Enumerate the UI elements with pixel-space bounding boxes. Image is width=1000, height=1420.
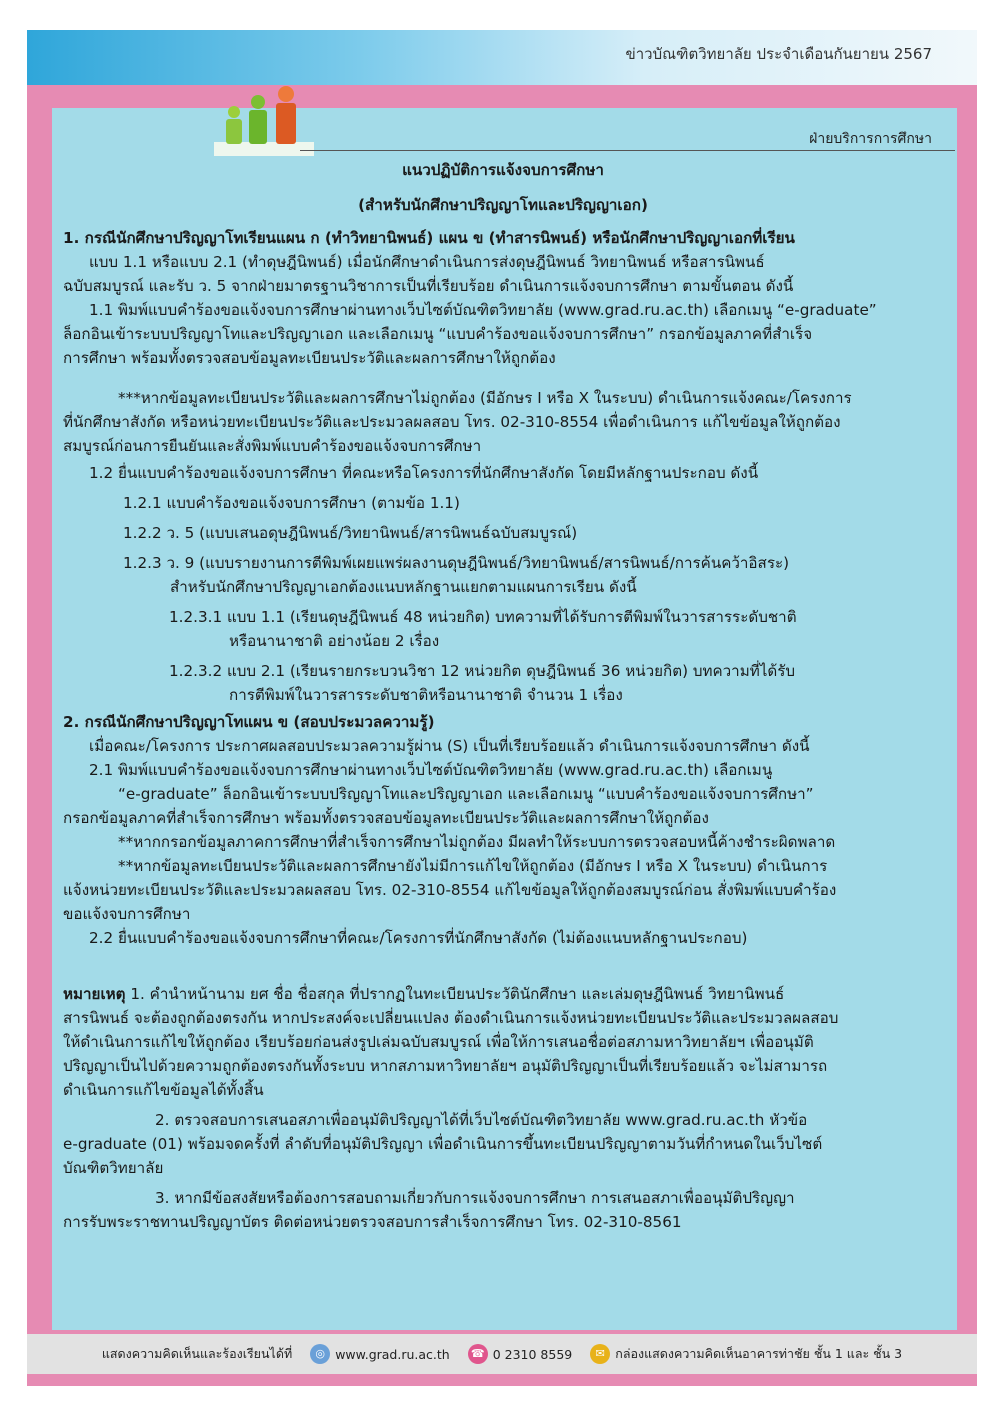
remark-1-text: 1. คำนำหน้านาม ยศ ชื่อ ชื่อสกุล ที่ปรากฏในทะเบียนประวัตินักศึกษา และเล่มดุษฎีนิพนธ์ วิทยานิพนธ์	[125, 985, 785, 1003]
section-2-heading: 2. กรณีนักศึกษาปริญญาโทแผน ข (สอบประมวลความรู้)	[63, 713, 435, 731]
note-2-1: **หากข้อมูลทะเบียนประวัติและผลการศึกษายังไม่มีการแก้ไขให้ถูกต้อง (มีอักษร I หรือ X ในระบบ) ดำเนินการ	[118, 857, 828, 875]
remark-1: ให้ดำเนินการแก้ไขให้ถูกต้อง เรียบร้อยก่อนส่งรูปเล่มฉบับสมบูรณ์ เพื่อให้การเสนอชื่อต่อสภามหาวิทยาลัยฯ เพื่ออนุมัติ	[63, 1033, 814, 1051]
step-1-1: 1.1 พิมพ์แบบคำร้องขอแจ้งจบการศึกษาผ่านทางเว็บไซต์บัณฑิตวิทยาลัย (www.grad.ru.ac.th) เลือกเมนู “e-graduate”	[89, 301, 877, 319]
note-2-1: ขอแจ้งจบการศึกษา	[63, 905, 191, 923]
globe-icon: ◎	[310, 1344, 330, 1364]
step-2-1: “e-graduate” ล็อกอินเข้าระบบปริญญาโทและปริญญาเอก และเลือกเมนู “แบบคำร้องขอแจ้งจบการศึกษา”	[118, 785, 814, 803]
section-1-intro: แบบ 1.1 หรือแบบ 2.1 (ทำดุษฎีนิพนธ์) เมื่อนักศึกษาดำเนินการส่งดุษฎีนิพนธ์ วิทยานิพนธ์ หรือสารนิพนธ์	[89, 253, 765, 271]
step-2-1: 2.1 พิมพ์แบบคำร้องขอแจ้งจบการศึกษาผ่านทางเว็บไซต์บัณฑิตวิทยาลัย (www.grad.ru.ac.th) เลือกเมนู	[89, 761, 773, 779]
step-1-2-3-1: 1.2.3.1 แบบ 1.1 (เรียนดุษฎีนิพนธ์ 48 หน่วยกิต) บทความที่ได้รับการตีพิมพ์ในวารสารระดับชาติ	[169, 608, 797, 626]
footer-website[interactable]: www.grad.ru.ac.th	[335, 1346, 450, 1362]
section-2-intro: เมื่อคณะ/โครงการ ประกาศผลสอบประมวลความรู้ผ่าน (S) เป็นที่เรียบร้อยแล้ว ดำเนินการแจ้งจบการศึกษา ดังนี้	[89, 737, 810, 755]
step-1-2-3: 1.2.3 ว. 9 (แบบรายงานการตีพิมพ์เผยแพร่ผลงานดุษฎีนิพนธ์/วิทยานิพนธ์/สารนิพนธ์/การค้นคว้าอิสระ)	[123, 554, 790, 572]
footer	[27, 1334, 977, 1374]
step-1-2-1: 1.2.1 แบบคำร้องขอแจ้งจบการศึกษา (ตามข้อ 1.1)	[123, 494, 460, 512]
mailbox-icon: ✉	[590, 1344, 610, 1364]
remark-1	[63, 982, 943, 1006]
remark-3: การรับพระราชทานปริญญาบัตร ติดต่อหน่วยตรวจสอบการสำเร็จการศึกษา โทร. 02-310-8561	[63, 1213, 682, 1231]
remark-2: 2. ตรวจสอบการเสนอสภาเพื่ออนุมัติปริญญาได้ที่เว็บไซต์บัณฑิตวิทยาลัย www.grad.ru.ac.th หัวข้อ	[155, 1111, 808, 1129]
remark-1: สารนิพนธ์ จะต้องถูกต้องตรงกัน หากประสงค์จะเปลี่ยนแปลง ต้องดำเนินการแจ้งหน่วยทะเบียนประวัติและประมวลผลสอบ	[63, 1009, 839, 1027]
step-1-2-3: สำหรับนักศึกษาปริญญาเอกต้องแนบหลักฐานแยกตามแผนการเรียน ดังนี้	[170, 578, 637, 596]
step-1-2-3-2: การตีพิมพ์ในวารสารระดับชาติหรือนานาชาติ จำนวน 1 เรื่อง	[229, 686, 623, 704]
title-line-2: (สำหรับนักศึกษาปริญญาโทและปริญญาเอก)	[358, 196, 648, 214]
section-1-heading: 1. กรณีนักศึกษาปริญญาโทเรียนแผน ก (ทำวิทยานิพนธ์) แผน ข (ทำสารนิพนธ์) หรือนักศึกษาปริญญาเอกที่เรียน	[63, 229, 795, 247]
remark-1: ปริญญาเป็นไปด้วยความถูกต้องตรงกันทั้งระบบ หากสภามหาวิทยาลัยฯ อนุมัติปริญญาเป็นที่เรียบร้อยแล้ว จะไม่สามารถ	[63, 1057, 828, 1075]
step-1-2-3-1: หรือนานาชาติ อย่างน้อย 2 เรื่อง	[229, 632, 440, 650]
announcement-body	[63, 150, 943, 1234]
step-1-2: 1.2 ยื่นแบบคำร้องขอแจ้งจบการศึกษา ที่คณะหรือโครงการที่นักศึกษาสังกัด โดยมีหลักฐานประกอบ ดังนี้	[89, 464, 759, 482]
footer-label: แสดงความคิดเห็นและร้องเรียนได้ที่	[101, 1346, 293, 1361]
step-1-1: การศึกษา พร้อมทั้งตรวจสอบข้อมูลทะเบียนประวัติและผลการศึกษาให้ถูกต้อง	[63, 349, 556, 367]
remark-1: ดำเนินการแก้ไขข้อมูลได้ทั้งสิ้น	[63, 1081, 264, 1099]
step-2-1: กรอกข้อมูลภาคที่สำเร็จการศึกษา พร้อมทั้งตรวจสอบข้อมูลทะเบียนประวัติและผลการศึกษาให้ถูกต้อง	[63, 809, 709, 827]
remark-2: e-graduate (01) พร้อมจดครั้งที่ ลำดับที่อนุมัติปริญญา เพื่อดำเนินการขึ้นทะเบียนปริญญาตามวันที่กำหนดในเว็บไซต์	[63, 1135, 823, 1153]
title-line-1: แนวปฏิบัติการแจ้งจบการศึกษา	[402, 161, 604, 179]
note-2-1: แจ้งหน่วยทะเบียนประวัติและประมวลผลสอบ โทร. 02-310-8554 แก้ไขข้อมูลให้ถูกต้องสมบูรณ์ก่อน สั่งพิมพ์แบบคำร้อง	[63, 881, 837, 899]
step-1-2-3-2: 1.2.3.2 แบบ 2.1 (เรียนรายกระบวนวิชา 12 หน่วยกิต ดุษฎีนิพนธ์ 36 หน่วยกิต) บทความที่ได้รับ	[169, 662, 796, 680]
note-1-1: ที่นักศึกษาสังกัด หรือหน่วยทะเบียนประวัติและประมวลผลสอบ โทร. 02-310-8554 เพื่อดำเนินการ แก้ไขข้อมูลให้ถูกต้อง	[63, 413, 841, 431]
people-logo	[214, 86, 314, 156]
remark-2: บัณฑิตวิทยาลัย	[63, 1159, 164, 1177]
phone-icon: ☎	[468, 1344, 488, 1364]
step-2-2: 2.2 ยื่นแบบคำร้องขอแจ้งจบการศึกษาที่คณะ/โครงการที่นักศึกษาสังกัด (ไม่ต้องแนบหลักฐานประกอบ)	[89, 929, 748, 947]
step-1-2-2: 1.2.2 ว. 5 (แบบเสนอดุษฎีนิพนธ์/วิทยานิพนธ์/สารนิพนธ์ฉบับสมบูรณ์)	[123, 524, 578, 542]
footer-phone: 0 2310 8559	[492, 1346, 573, 1362]
department-label: ฝ่ายบริการการศึกษา	[809, 131, 932, 147]
note-1-1: ***หากข้อมูลทะเบียนประวัติและผลการศึกษาไม่ถูกต้อง (มีอักษร I หรือ X ในระบบ) ดำเนินการแจ้งคณะ/โครงการ	[118, 389, 852, 407]
remarks-label: หมายเหตุ	[63, 985, 126, 1003]
remark-3: 3. หากมีข้อสงสัยหรือต้องการสอบถามเกี่ยวกับการแจ้งจบการศึกษา การเสนอสภาเพื่ออนุมัติปริญญา	[155, 1189, 795, 1207]
section-1-intro: ฉบับสมบูรณ์ และรับ ว. 5 จากฝ่ายมาตรฐานวิชาการเป็นที่เรียบร้อย ดำเนินการแจ้งจบการศึกษา ตามขั้นตอน ดังนี้	[63, 277, 794, 295]
note-2-1: **หากกรอกข้อมูลภาคการศึกษาที่สำเร็จการศึกษาไม่ถูกต้อง มีผลทำให้ระบบการตรวจสอบหนี้ค้างชำระผิดพลาด	[118, 833, 836, 851]
footer-comment-box: กล่องแสดงความคิดเห็นอาคารท่าชัย ชั้น 1 และ ชั้น 3	[615, 1346, 903, 1361]
note-1-1: สมบูรณ์ก่อนการยืนยันและสั่งพิมพ์แบบคำร้องขอแจ้งจบการศึกษา	[63, 437, 482, 455]
step-1-1: ล็อกอินเข้าระบบปริญญาโทและปริญญาเอก และเลือกเมนู “แบบคำร้องขอแจ้งจบการศึกษา” กรอกข้อมูลภาคที่สำเร็จ	[63, 325, 813, 343]
newsletter-title: ข่าวบัณฑิตวิทยาลัย ประจำเดือนกันยายน 2567	[625, 45, 932, 63]
